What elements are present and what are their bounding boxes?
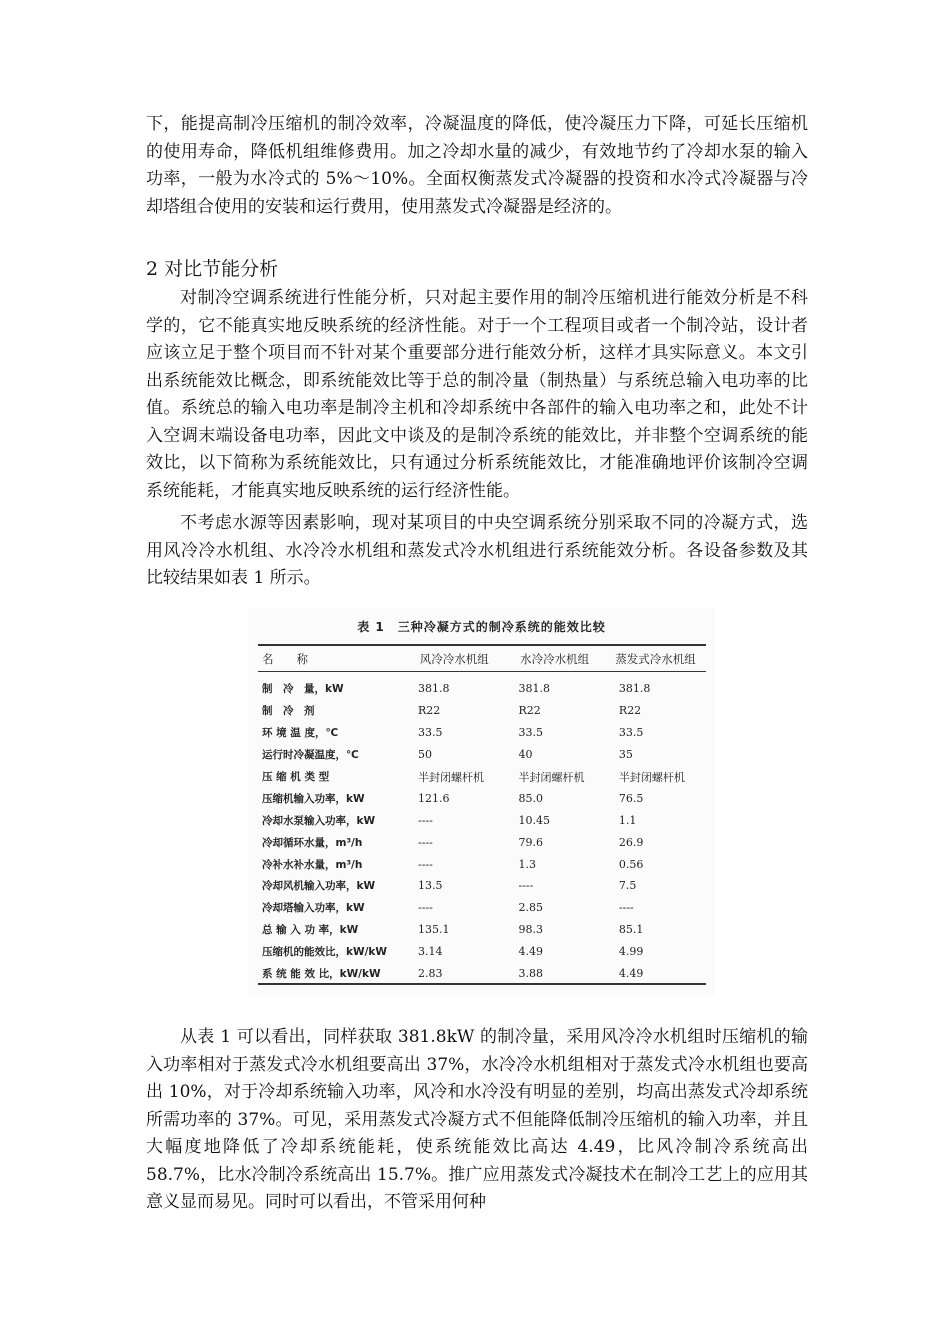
table-cell: ---- bbox=[418, 813, 433, 827]
comparison-table bbox=[258, 648, 706, 984]
table-cell: 3.88 bbox=[518, 967, 543, 981]
row-label: 冷补水补水量，m³/h bbox=[262, 858, 363, 871]
row-label: 压缩机的能效比，kW/kW bbox=[262, 946, 387, 959]
table-cell: 76.5 bbox=[618, 791, 644, 805]
row-label: 冷却循环水量，m³/h bbox=[262, 836, 363, 849]
table-cell: 1.3 bbox=[518, 857, 536, 871]
table-row bbox=[258, 919, 706, 941]
header-air-cooled: 风冷冷水机组 bbox=[419, 652, 489, 666]
table-cell: 85.1 bbox=[618, 923, 644, 937]
row-label: 系 统 能 效 比，kW/kW bbox=[262, 968, 381, 981]
table-cell: 4.49 bbox=[518, 945, 543, 959]
row-label: 总 输 入 功 率，kW bbox=[262, 924, 359, 937]
table-cell: 半封闭螺杆机 bbox=[518, 770, 585, 784]
table-cell: ---- bbox=[518, 879, 534, 893]
table-cell: 40 bbox=[518, 748, 533, 762]
table-caption: 表 1 三种冷凝方式的制冷系统的能效比较 bbox=[357, 620, 606, 634]
row-label: 冷却风机输入功率，kW bbox=[262, 880, 376, 893]
table-row bbox=[258, 766, 706, 788]
table-cell: 13.5 bbox=[418, 879, 443, 893]
paragraph-2 bbox=[146, 285, 808, 505]
table-cell: 33.5 bbox=[418, 726, 443, 740]
table-cell: 79.6 bbox=[518, 835, 543, 849]
row-label: 制 冷 剂 bbox=[262, 705, 315, 718]
table-cell: 半封闭螺杆机 bbox=[618, 770, 685, 784]
paragraph-4 bbox=[146, 1024, 808, 1217]
row-label: 冷却塔输入功率，kW bbox=[262, 902, 365, 915]
table-row bbox=[258, 963, 706, 985]
paragraph-3-text: 不考虑水源等因素影响，现对某项目的中央空调系统分别采取不同的冷凝方式，选用风冷冷水机组、水冷冷水机组和蒸发式冷水机组进行系统能效分析。各设备参数及其比较结果如表 1 所示。 bbox=[146, 513, 808, 588]
table-row bbox=[258, 670, 706, 700]
table-header-row bbox=[258, 648, 706, 670]
table-cell: 135.1 bbox=[418, 923, 450, 937]
table-row bbox=[258, 853, 706, 875]
table-cell: 4.49 bbox=[618, 967, 644, 981]
table-cell: ---- bbox=[418, 901, 433, 915]
table-cell: R22 bbox=[518, 704, 541, 718]
table-top-rule bbox=[258, 644, 706, 646]
table-cell: 0.56 bbox=[618, 857, 644, 871]
table-row bbox=[258, 744, 706, 766]
table-row bbox=[258, 700, 706, 722]
section-heading: 2 对比节能分析 bbox=[146, 258, 279, 280]
table-cell: ---- bbox=[418, 857, 433, 871]
table-cell: 2.85 bbox=[518, 901, 543, 915]
paragraph-3 bbox=[146, 510, 808, 593]
table-figure bbox=[248, 608, 715, 996]
table-cell: 381.8 bbox=[618, 682, 651, 696]
table-cell: 33.5 bbox=[518, 726, 543, 740]
table-cell: 121.6 bbox=[418, 791, 450, 805]
table-cell: 2.83 bbox=[418, 967, 443, 981]
header-name: 名 称 bbox=[262, 652, 308, 666]
header-water-cooled: 水冷冷水机组 bbox=[520, 652, 590, 666]
table-row bbox=[258, 787, 706, 809]
table-row bbox=[258, 722, 706, 744]
table-cell: 26.9 bbox=[618, 835, 644, 849]
paragraph-1 bbox=[146, 111, 808, 221]
row-label: 环 境 温 度，℃ bbox=[262, 727, 339, 740]
row-label: 压缩机输入功率，kW bbox=[262, 792, 365, 805]
header-evaporative: 蒸发式冷水机组 bbox=[615, 652, 696, 666]
row-label: 运行时冷凝温度，℃ bbox=[262, 749, 359, 762]
table-cell: 4.99 bbox=[618, 945, 644, 959]
table-row bbox=[258, 897, 706, 919]
table-row bbox=[258, 809, 706, 831]
paragraph-1-text: 下，能提高制冷压缩机的制冷效率，冷凝温度的降低，使冷凝压力下降，可延长压缩机的使用寿命，降低机组维修费用。加之冷却水量的减少，有效地节约了冷却水泵的输入功率，一般为水冷式的 5%～10%。全面权衡蒸发式冷凝器的投资和水冷式冷凝器与冷却塔组合使用的安装和运行费用，使用蒸发式冷凝器是经济的。 bbox=[146, 114, 808, 217]
table-row bbox=[258, 941, 706, 963]
table-cell: R22 bbox=[618, 704, 642, 718]
table-cell: 98.3 bbox=[518, 923, 543, 937]
table-cell: 35 bbox=[618, 748, 633, 762]
table-cell: R22 bbox=[418, 704, 441, 718]
row-label: 冷却水泵输入功率，kW bbox=[262, 814, 376, 827]
row-label: 制 冷 量，kW bbox=[262, 683, 344, 696]
paragraph-4-text: 从表 1 可以看出，同样获取 381.8kW 的制冷量，采用风冷冷水机组时压缩机的输入功率相对于蒸发式冷水机组要高出 37%，水冷冷水机组相对于蒸发式冷水机组也要高出 10%，对于冷却系统输入功率，风冷和水冷没有明显的差别，均高出蒸发式冷却系统所需功率的 37%。可见，采用蒸发式冷凝方式不但能降低制冷压缩机的输入功率，并且大幅度地降低了冷却系统能耗，使系统能效比高达 4.49，比风冷制冷系统高出 58.7%，比水冷制冷系统高出 15.7%。推广应用蒸发式冷凝技术在制冷工艺上的应用其意义显而易见。同时可以看出，不管采用何种 bbox=[146, 1027, 808, 1212]
table-row bbox=[258, 875, 706, 897]
table-cell: 半封闭螺杆机 bbox=[418, 770, 484, 784]
table-cell: ---- bbox=[418, 835, 433, 849]
table-cell: 33.5 bbox=[618, 726, 644, 740]
table-body bbox=[258, 670, 706, 984]
table-row bbox=[258, 831, 706, 853]
paragraph-2-text: 对制冷空调系统进行性能分析，只对起主要作用的制冷压缩机进行能效分析是不科学的，它不能真实地反映系统的经济性能。对于一个工程项目或者一个制冷站，设计者应该立足于整个项目而不针对某个重要部分进行能效分析，这样才具实际意义。本文引出系统能效比概念，即系统能效比等于总的制冷量（制热量）与系统总输入电功率的比值。系统总的输入电功率是制冷主机和冷却系统中各部件的输入电功率之和，此处不计入空调末端设备电功率，因此文中谈及的是制冷系统的能效比，并非整个空调系统的能效比，以下简称为系统能效比，只有通过分析系统能效比，才能准确地评价该制冷空调系统能耗，才能真实地反映系统的运行经济性能。 bbox=[146, 288, 808, 501]
row-label: 压 缩 机 类 型 bbox=[262, 771, 330, 783]
table-cell: 10.45 bbox=[518, 813, 550, 827]
table-cell: ---- bbox=[618, 901, 634, 915]
table-cell: 381.8 bbox=[518, 682, 550, 696]
table-cell: 3.14 bbox=[418, 945, 443, 959]
table-cell: 1.1 bbox=[618, 813, 637, 827]
table-cell: 7.5 bbox=[618, 879, 637, 893]
table-cell: 50 bbox=[418, 748, 432, 762]
table-cell: 381.8 bbox=[418, 682, 450, 696]
table-cell: 85.0 bbox=[518, 791, 543, 805]
